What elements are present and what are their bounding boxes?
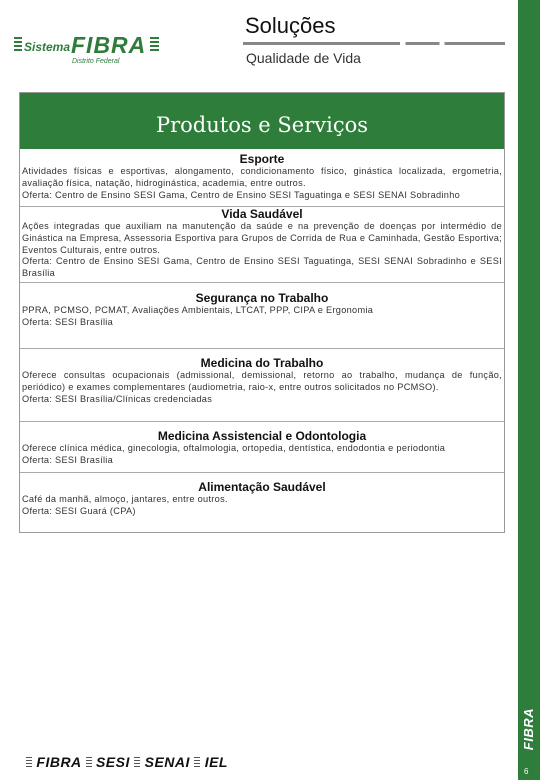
section-title: Medicina do Trabalho (200, 356, 324, 370)
logo-stripes-left (14, 37, 22, 51)
section-title: Esporte (239, 152, 285, 166)
footer-iel: IEL (204, 754, 228, 770)
footer-fibra: FIBRA (36, 754, 82, 770)
section-medicina-trabalho (20, 349, 504, 421)
logo-fibra-text: FIBRA (71, 32, 147, 58)
logo-subtitle: Distrito Federal (72, 58, 120, 65)
section-banner: Produtos e Serviços (20, 93, 504, 149)
section-seguranca-trabalho (20, 283, 504, 348)
footer-stripes (194, 757, 200, 769)
section-alimentacao-saudavel (20, 473, 504, 518)
logo-sistema-text: Sistema (24, 40, 71, 54)
footer-stripes (86, 757, 92, 769)
section-esporte (20, 149, 504, 206)
section-description: Ações integradas que auxiliam na manutenção da saúde e na prevenção de doenças por intermédio de Ginástica na Empresa, Assessoria Esportiva para Grupos de Corrida de Rua e Caminhada, Gestão Esportiva; Eventos Culturais, entre outros. (22, 221, 502, 255)
section-offer: Oferta: SESI Brasília/Clínicas credenciadas (22, 393, 213, 404)
side-brand: FIBRA (521, 707, 536, 750)
logo-stripes-right (150, 37, 159, 51)
section-description: Atividades físicas e esportivas, alongamento, condicionamento físico, ginástica localizada, ergometria, avaliação física, natação, hidroginástica, academia, entre outros. (22, 166, 502, 188)
section-description: Café da manhã, almoço, jantares, entre outros. (22, 494, 228, 504)
section-offer: Oferta: Centro de Ensino SESI Gama, Centro de Ensino SESI Taguatinga, SESI SENAI Sobradinho e SESI Brasília (22, 256, 502, 279)
section-title: Segurança no Trabalho (195, 291, 329, 305)
services-box (19, 92, 505, 533)
footer-stripes (134, 757, 140, 769)
page-subtitle: Qualidade de Vida (246, 50, 361, 66)
footer-sesi: SESI (95, 754, 130, 770)
section-description: Oferece clínica médica, ginecologia, oftalmologia, ortopedia, dentística, endodontia e periodontia (22, 443, 446, 453)
section-description: Oferece consultas ocupacionais (admissional, demissional, retorno ao trabalho, mudança de função, periódico) e exames complementares (audiometria, raio-x, entre outros solicitados no PCMSO). (22, 370, 502, 392)
section-vida-saudavel (20, 207, 504, 282)
section-title: Alimentação Saudável (198, 480, 326, 494)
page-number: 6 (524, 767, 529, 776)
section-offer: Oferta: SESI Brasília (22, 454, 114, 465)
title-divider (243, 42, 505, 45)
sistema-fibra-logo (14, 34, 164, 70)
section-offer: Oferta: SESI Guará (CPA) (22, 505, 136, 516)
footer-logos (26, 754, 228, 770)
section-medicina-assistencial (20, 422, 504, 472)
footer-senai: SENAI (144, 754, 190, 770)
section-title: Vida Saudável (221, 207, 303, 221)
footer-stripes (26, 757, 32, 769)
side-bar (518, 0, 540, 780)
section-offer: Oferta: SESI Brasília (22, 316, 114, 327)
section-title: Medicina Assistencial e Odontologia (157, 429, 367, 443)
page-title: Soluções (245, 13, 336, 38)
section-description: PPRA, PCMSO, PCMAT, Avaliações Ambientais, LTCAT, PPP, CIPA e Ergonomia (22, 305, 374, 315)
section-offer: Oferta: Centro de Ensino SESI Gama, Centro de Ensino SESI Taguatinga e SESI SENAI Sobradinho (22, 189, 461, 200)
